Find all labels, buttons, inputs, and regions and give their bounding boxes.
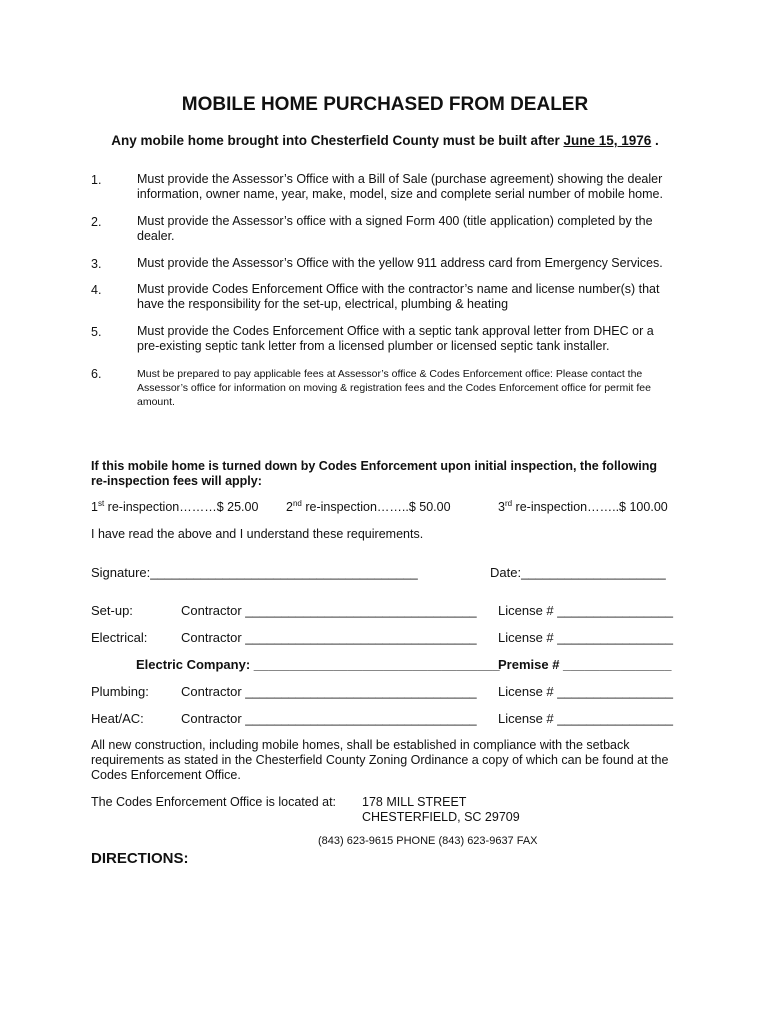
fee-ordinal-suffix: nd — [292, 498, 302, 508]
subtitle-prefix: Any mobile home brought into Chesterfield County must be built after — [111, 133, 564, 148]
date-field[interactable]: Date:____________________ — [490, 565, 666, 580]
reinspection-fee-3 — [498, 500, 668, 514]
acknowledgement: I have read the above and I understand these requirements. — [91, 527, 424, 541]
fee-ordinal-suffix: st — [97, 498, 105, 508]
reinspection-fee-2 — [286, 500, 451, 514]
fee-label: re-inspection………$ 25.00 — [104, 500, 259, 514]
plumbing-license-field[interactable]: License # ________________ — [498, 684, 673, 699]
electrical-label: Electrical: — [91, 630, 148, 645]
electrical-contractor-field[interactable]: Contractor ________________________________ — [181, 630, 477, 645]
fee-label: re-inspection……..$ 50.00 — [301, 500, 451, 514]
fee-label: re-inspection……..$ 100.00 — [512, 500, 668, 514]
fee-ordinal: 1 — [91, 500, 98, 514]
page-title: MOBILE HOME PURCHASED FROM DEALER — [181, 94, 589, 115]
premise-field[interactable]: Premise # _______________ — [498, 657, 672, 672]
setback-note: All new construction, including mobile homes, shall be established in compliance with the setback requirements as stated in the Chesterfield County Zoning Ordinance a copy of which can be found at the Codes Enforcement Office. — [91, 738, 669, 782]
requirement-number: 6. — [91, 367, 102, 381]
requirement-text: Must provide the Codes Enforcement Office with a septic tank approval letter from DHEC or a pre-existing septic tank letter from a licensed plumber or licensed septic tank installer. — [137, 324, 654, 353]
requirement-number: 5. — [91, 325, 102, 339]
plumbing-label: Plumbing: — [91, 684, 149, 699]
setup-label: Set-up: — [91, 603, 133, 618]
office-contact: (843) 623-9615 PHONE (843) 623-9637 FAX — [318, 835, 538, 847]
subtitle-suffix: . — [651, 133, 659, 148]
requirement-text: Must provide the Assessor’s office with a signed Form 400 (title application) completed by the dealer. — [137, 214, 653, 243]
reinspection-fee-1 — [91, 500, 258, 514]
directions-heading: DIRECTIONS: — [91, 850, 189, 867]
fee-ordinal: 2 — [286, 500, 293, 514]
office-street: 178 MILL STREET — [362, 795, 467, 809]
setup-license-field[interactable]: License # ________________ — [498, 603, 673, 618]
heat-ac-contractor-field[interactable]: Contractor ________________________________ — [181, 711, 477, 726]
heat-ac-license-field[interactable]: License # ________________ — [498, 711, 673, 726]
signature-field[interactable]: Signature:_____________________________________ — [91, 565, 418, 580]
requirement-text: Must be prepared to pay applicable fees at Assessor’s office & Codes Enforcement office: Please contact the Assessor’s office for information on moving & registration fees and the Codes Enforcement office for permit fee amount. — [137, 368, 651, 408]
office-located-label: The Codes Enforcement Office is located at: — [91, 795, 337, 809]
electrical-license-field[interactable]: License # ________________ — [498, 630, 673, 645]
requirement-text: Must provide the Assessor’s Office with the yellow 911 address card from Emergency Services. — [137, 256, 663, 270]
subtitle — [0, 133, 770, 148]
subtitle-date: June 15, 1976 — [563, 133, 652, 148]
requirement-number: 1. — [91, 173, 102, 187]
requirement-number: 3. — [91, 257, 102, 271]
office-city: CHESTERFIELD, SC 29709 — [362, 810, 520, 824]
setup-contractor-field[interactable]: Contractor ________________________________ — [181, 603, 477, 618]
requirement-text: Must provide Codes Enforcement Office with the contractor’s name and license number(s) that have the responsibility for the set-up, electrical, plumbing & heating — [137, 282, 660, 311]
heat-ac-label: Heat/AC: — [91, 711, 144, 726]
requirement-number: 4. — [91, 283, 102, 297]
requirement-number: 2. — [91, 215, 102, 229]
electric-company-field[interactable]: Electric Company: __________________________________ — [136, 657, 500, 672]
requirement-text: Must provide the Assessor’s Office with a Bill of Sale (purchase agreement) showing the dealer information, owner name, year, make, model, size and complete serial number of mobile home. — [137, 172, 663, 201]
plumbing-contractor-field[interactable]: Contractor ________________________________ — [181, 684, 477, 699]
fee-ordinal: 3 — [498, 500, 505, 514]
fee-ordinal-suffix: rd — [504, 498, 513, 508]
reinspection-heading: If this mobile home is turned down by Codes Enforcement upon initial inspection, the following re-inspection fees will apply: — [91, 459, 657, 488]
